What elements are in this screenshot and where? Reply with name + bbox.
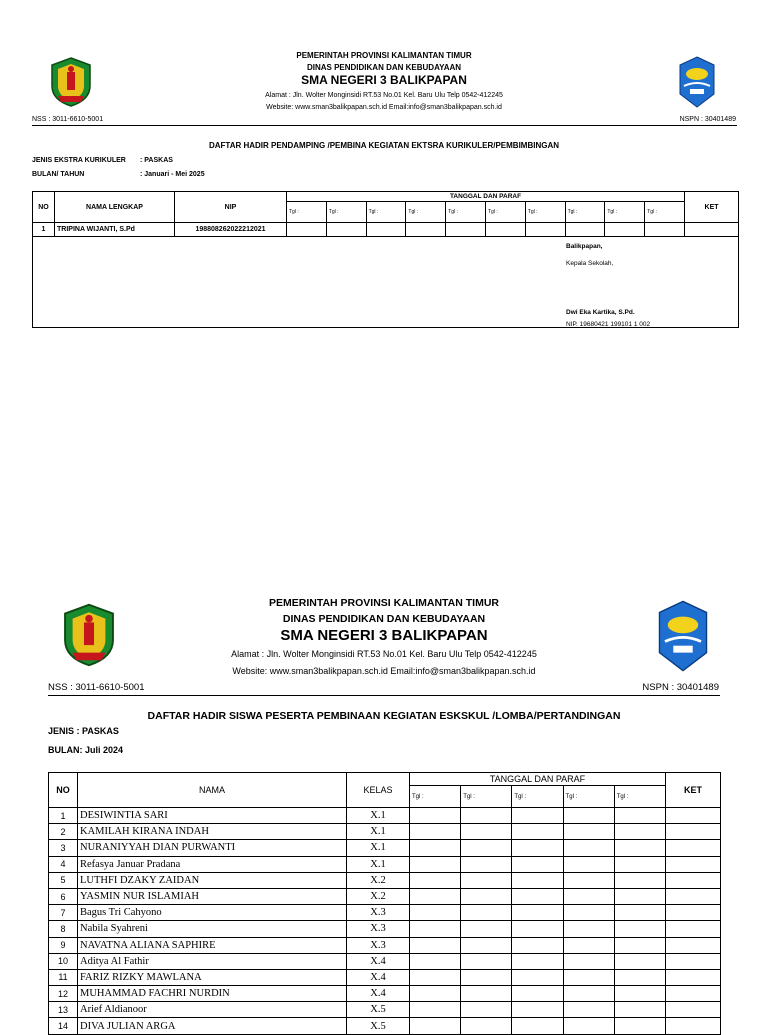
tgl-cell: Tgl : xyxy=(565,202,605,223)
document-title: DAFTAR HADIR PENDAMPING /PEMBINA KEGIATAN EKTSRA KURIKULER/PEMBIMBINGAN xyxy=(208,141,560,150)
paraf-cell xyxy=(287,223,327,237)
row-no: 8 xyxy=(49,921,78,937)
row-no: 5 xyxy=(49,872,78,888)
student-attendance-table xyxy=(48,772,721,1035)
gov-name: PEMERINTAH PROVINSI KALIMANTAN TIMUR xyxy=(296,51,472,60)
ket-cell xyxy=(665,969,720,985)
table-row xyxy=(49,1018,721,1034)
paraf-cell xyxy=(406,223,446,237)
paraf-cell xyxy=(512,953,563,969)
paraf-cell xyxy=(512,856,563,872)
row-kelas: X.1 xyxy=(347,856,410,872)
table-row xyxy=(49,824,721,840)
jenis-label: JENIS EKSTRA KURIKULER xyxy=(32,157,126,164)
nss-number: NSS : 3011-6610-5001 xyxy=(32,116,104,123)
tgl-cell: Tgl : xyxy=(446,202,486,223)
row-nama: Refasya Januar Pradana xyxy=(78,856,347,872)
school-name: SMA NEGERI 3 BALIKPAPAN xyxy=(301,73,467,87)
paraf-cell xyxy=(461,824,512,840)
paraf-cell xyxy=(512,808,563,824)
paraf-cell xyxy=(461,921,512,937)
paraf-cell xyxy=(512,824,563,840)
paraf-cell xyxy=(563,840,614,856)
bulan-label: BULAN/ TAHUN xyxy=(32,171,85,178)
table-row xyxy=(49,921,721,937)
paraf-cell xyxy=(410,888,461,904)
paraf-cell xyxy=(512,969,563,985)
row-kelas: X.3 xyxy=(347,921,410,937)
table-row xyxy=(49,1002,721,1018)
header-divider xyxy=(48,695,720,696)
paraf-cell xyxy=(614,1002,665,1018)
row-nama: YASMIN NUR ISLAMIAH xyxy=(78,888,347,904)
school-name: SMA NEGERI 3 BALIKPAPAN xyxy=(280,627,488,644)
row-kelas: X.5 xyxy=(347,1002,410,1018)
paraf-cell xyxy=(614,872,665,888)
tgl-cell: Tgl : xyxy=(366,202,406,223)
tgl-cell: Tgl : xyxy=(485,202,525,223)
ket-cell xyxy=(665,872,720,888)
table-row xyxy=(49,872,721,888)
table-row xyxy=(49,953,721,969)
pembina-attendance-table xyxy=(32,191,739,328)
row-nama: Nabila Syahreni xyxy=(78,921,347,937)
row-nama: Arief Aldianoor xyxy=(78,1002,347,1018)
paraf-cell xyxy=(410,840,461,856)
school-website: Website: www.sman3balikpapan.sch.id Email:info@sman3balikpapan.sch.id xyxy=(232,666,536,676)
paraf-cell xyxy=(563,953,614,969)
row-kelas: X.2 xyxy=(347,872,410,888)
row-kelas: X.3 xyxy=(347,937,410,953)
row-nama: NAVATNA ALIANA SAPHIRE xyxy=(78,937,347,953)
row-nama: KAMILAH KIRANA INDAH xyxy=(78,824,347,840)
paraf-cell xyxy=(563,872,614,888)
paraf-cell xyxy=(461,986,512,1002)
table-row xyxy=(33,223,739,237)
paraf-cell xyxy=(614,808,665,824)
tgl-cell: Tgl : xyxy=(605,202,645,223)
row-kelas: X.1 xyxy=(347,808,410,824)
row-no: 3 xyxy=(49,840,78,856)
paraf-cell xyxy=(461,888,512,904)
school-address: Alamat : Jln. Wolter Monginsidi RT.53 No.01 Kel. Baru Ulu Telp 0542-412245 xyxy=(231,649,537,659)
paraf-cell xyxy=(512,986,563,1002)
paraf-cell xyxy=(410,824,461,840)
row-kelas: X.1 xyxy=(347,824,410,840)
paraf-cell xyxy=(410,905,461,921)
school-website: Website: www.sman3balikpapan.sch.id Email:info@sman3balikpapan.sch.id xyxy=(266,104,502,111)
paraf-cell xyxy=(461,1002,512,1018)
row-nama: LUTHFI DZAKY ZAIDAN xyxy=(78,872,347,888)
tgl-cell: Tgl : xyxy=(525,202,565,223)
ket-cell xyxy=(665,888,720,904)
col-tanggal: TANGGAL DAN PARAF xyxy=(410,773,666,786)
paraf-cell xyxy=(565,223,605,237)
ket-cell xyxy=(665,905,720,921)
row-no: 7 xyxy=(49,905,78,921)
row-nip: 198808262022212021 xyxy=(175,223,287,237)
paraf-cell xyxy=(446,223,486,237)
row-kelas: X.5 xyxy=(347,1018,410,1034)
paraf-cell xyxy=(614,840,665,856)
table-row xyxy=(49,905,721,921)
tgl-cell: Tgl : xyxy=(512,786,563,808)
paraf-cell xyxy=(461,937,512,953)
col-kelas: KELAS xyxy=(347,773,410,808)
tgl-cell: Tgl : xyxy=(563,786,614,808)
paraf-cell xyxy=(410,969,461,985)
paraf-cell xyxy=(410,856,461,872)
paraf-cell xyxy=(614,905,665,921)
paraf-cell xyxy=(410,808,461,824)
row-no: 9 xyxy=(49,937,78,953)
paraf-cell xyxy=(563,921,614,937)
paraf-cell xyxy=(563,969,614,985)
paraf-cell xyxy=(614,824,665,840)
paraf-cell xyxy=(614,888,665,904)
paraf-cell xyxy=(563,905,614,921)
ket-cell xyxy=(665,953,720,969)
row-kelas: X.2 xyxy=(347,888,410,904)
row-nama: Bagus Tri Cahyono xyxy=(78,905,347,921)
paraf-cell xyxy=(563,808,614,824)
table-row xyxy=(49,840,721,856)
nspn-number: NSPN : 30401489 xyxy=(679,116,736,123)
row-no: 1 xyxy=(33,223,55,237)
paraf-cell xyxy=(461,969,512,985)
department-name: DINAS PENDIDIKAN DAN KEBUDAYAAN xyxy=(306,63,462,72)
ket-cell xyxy=(665,856,720,872)
document-title: DAFTAR HADIR SISWA PESERTA PEMBINAAN KEGIATAN ESKSKUL /LOMBA/PERTANDINGAN xyxy=(147,710,621,722)
paraf-cell xyxy=(614,1018,665,1034)
ket-cell xyxy=(665,986,720,1002)
signature-role: Kepala Sekolah, xyxy=(566,260,614,267)
row-no: 10 xyxy=(49,953,78,969)
row-nama: DESIWINTIA SARI xyxy=(78,808,347,824)
ket-cell xyxy=(685,223,739,237)
department-name: DINAS PENDIDIKAN DAN KEBUDAYAAN xyxy=(282,613,486,625)
row-nama: TRIPINA WIJANTI, S.Pd xyxy=(55,223,175,237)
paraf-cell xyxy=(512,1018,563,1034)
row-kelas: X.4 xyxy=(347,969,410,985)
row-kelas: X.1 xyxy=(347,840,410,856)
row-no: 2 xyxy=(49,824,78,840)
paraf-cell xyxy=(525,223,565,237)
tgl-cell: Tgl : xyxy=(406,202,446,223)
paraf-cell xyxy=(614,986,665,1002)
col-ket: KET xyxy=(665,773,720,808)
bulan-value: : Januari - Mei 2025 xyxy=(140,171,205,178)
ket-cell xyxy=(665,937,720,953)
row-kelas: X.4 xyxy=(347,986,410,1002)
paraf-cell xyxy=(366,223,406,237)
row-nama: MUHAMMAD FACHRI NURDIN xyxy=(78,986,347,1002)
col-nip: NIP xyxy=(175,192,287,223)
paraf-cell xyxy=(461,872,512,888)
paraf-cell xyxy=(512,1002,563,1018)
paraf-cell xyxy=(461,953,512,969)
paraf-cell xyxy=(512,905,563,921)
ket-cell xyxy=(665,1002,720,1018)
row-no: 14 xyxy=(49,1018,78,1034)
signature-nip: NIP. 19680421 199101 1 002 xyxy=(566,321,651,328)
paraf-cell xyxy=(563,1018,614,1034)
paraf-cell xyxy=(512,872,563,888)
tgl-cell: Tgl : xyxy=(461,786,512,808)
paraf-cell xyxy=(410,872,461,888)
table-row xyxy=(49,986,721,1002)
col-tanggal: TANGGAL DAN PARAF xyxy=(287,192,685,202)
paraf-cell xyxy=(410,1002,461,1018)
tgl-cell: Tgl : xyxy=(287,202,327,223)
row-no: 6 xyxy=(49,888,78,904)
row-no: 13 xyxy=(49,1002,78,1018)
bulan-line: BULAN: Juli 2024 xyxy=(48,745,124,755)
ket-cell xyxy=(665,1018,720,1034)
paraf-cell xyxy=(461,808,512,824)
paraf-cell xyxy=(485,223,525,237)
paraf-cell xyxy=(563,856,614,872)
paraf-cell xyxy=(512,921,563,937)
table-row xyxy=(49,888,721,904)
paraf-cell xyxy=(326,223,366,237)
paraf-cell xyxy=(645,223,685,237)
paraf-cell xyxy=(563,937,614,953)
signature-name: Dwi Eka Kartika, S.Pd. xyxy=(566,309,635,316)
nspn-number: NSPN : 30401489 xyxy=(642,682,719,693)
col-nama: NAMA xyxy=(78,773,347,808)
paraf-cell xyxy=(410,1018,461,1034)
paraf-cell xyxy=(461,840,512,856)
paraf-cell xyxy=(410,953,461,969)
paraf-cell xyxy=(410,986,461,1002)
paraf-cell xyxy=(614,921,665,937)
table-row xyxy=(49,969,721,985)
school-address: Alamat : Jln. Wolter Monginsidi RT.53 No.01 Kel. Baru Ulu Telp 0542-412245 xyxy=(265,92,503,99)
paraf-cell xyxy=(512,888,563,904)
table-row xyxy=(49,808,721,824)
paraf-cell xyxy=(461,856,512,872)
ket-cell xyxy=(665,824,720,840)
col-ket: KET xyxy=(685,192,739,223)
document-page-2 xyxy=(0,540,768,1032)
header-divider xyxy=(32,125,737,126)
jenis-value: : PASKAS xyxy=(140,157,173,164)
row-kelas: X.3 xyxy=(347,905,410,921)
paraf-cell xyxy=(605,223,645,237)
tgl-cell: Tgl : xyxy=(614,786,665,808)
jenis-line: JENIS : PASKAS xyxy=(48,726,119,736)
table-row xyxy=(49,856,721,872)
paraf-cell xyxy=(563,888,614,904)
ket-cell xyxy=(665,840,720,856)
gov-name: PEMERINTAH PROVINSI KALIMANTAN TIMUR xyxy=(268,597,500,609)
row-nama: NURANIYYAH DIAN PURWANTI xyxy=(78,840,347,856)
ket-cell xyxy=(665,921,720,937)
row-kelas: X.4 xyxy=(347,953,410,969)
signature-area xyxy=(33,237,739,328)
row-no: 4 xyxy=(49,856,78,872)
paraf-cell xyxy=(410,921,461,937)
row-nama: Aditya Al Fathir xyxy=(78,953,347,969)
col-no: NO xyxy=(33,192,55,223)
paraf-cell xyxy=(563,824,614,840)
col-no: NO xyxy=(49,773,78,808)
signature-place: Balikpapan, xyxy=(566,243,603,250)
paraf-cell xyxy=(461,905,512,921)
tgl-cell: Tgl : xyxy=(410,786,461,808)
paraf-cell xyxy=(614,856,665,872)
tgl-cell: Tgl : xyxy=(326,202,366,223)
row-no: 12 xyxy=(49,986,78,1002)
paraf-cell xyxy=(563,1002,614,1018)
paraf-cell xyxy=(614,969,665,985)
paraf-cell xyxy=(563,986,614,1002)
row-nama: FARIZ RIZKY MAWLANA xyxy=(78,969,347,985)
paraf-cell xyxy=(410,937,461,953)
paraf-cell xyxy=(512,937,563,953)
nss-number: NSS : 3011-6610-5001 xyxy=(48,682,145,693)
tgl-cell: Tgl : xyxy=(645,202,685,223)
paraf-cell xyxy=(461,1018,512,1034)
paraf-cell xyxy=(512,840,563,856)
ket-cell xyxy=(665,808,720,824)
col-nama: NAMA LENGKAP xyxy=(55,192,175,223)
paraf-cell xyxy=(614,953,665,969)
table-row xyxy=(49,937,721,953)
row-no: 11 xyxy=(49,969,78,985)
row-no: 1 xyxy=(49,808,78,824)
row-nama: DIVA JULIAN ARGA xyxy=(78,1018,347,1034)
paraf-cell xyxy=(614,937,665,953)
